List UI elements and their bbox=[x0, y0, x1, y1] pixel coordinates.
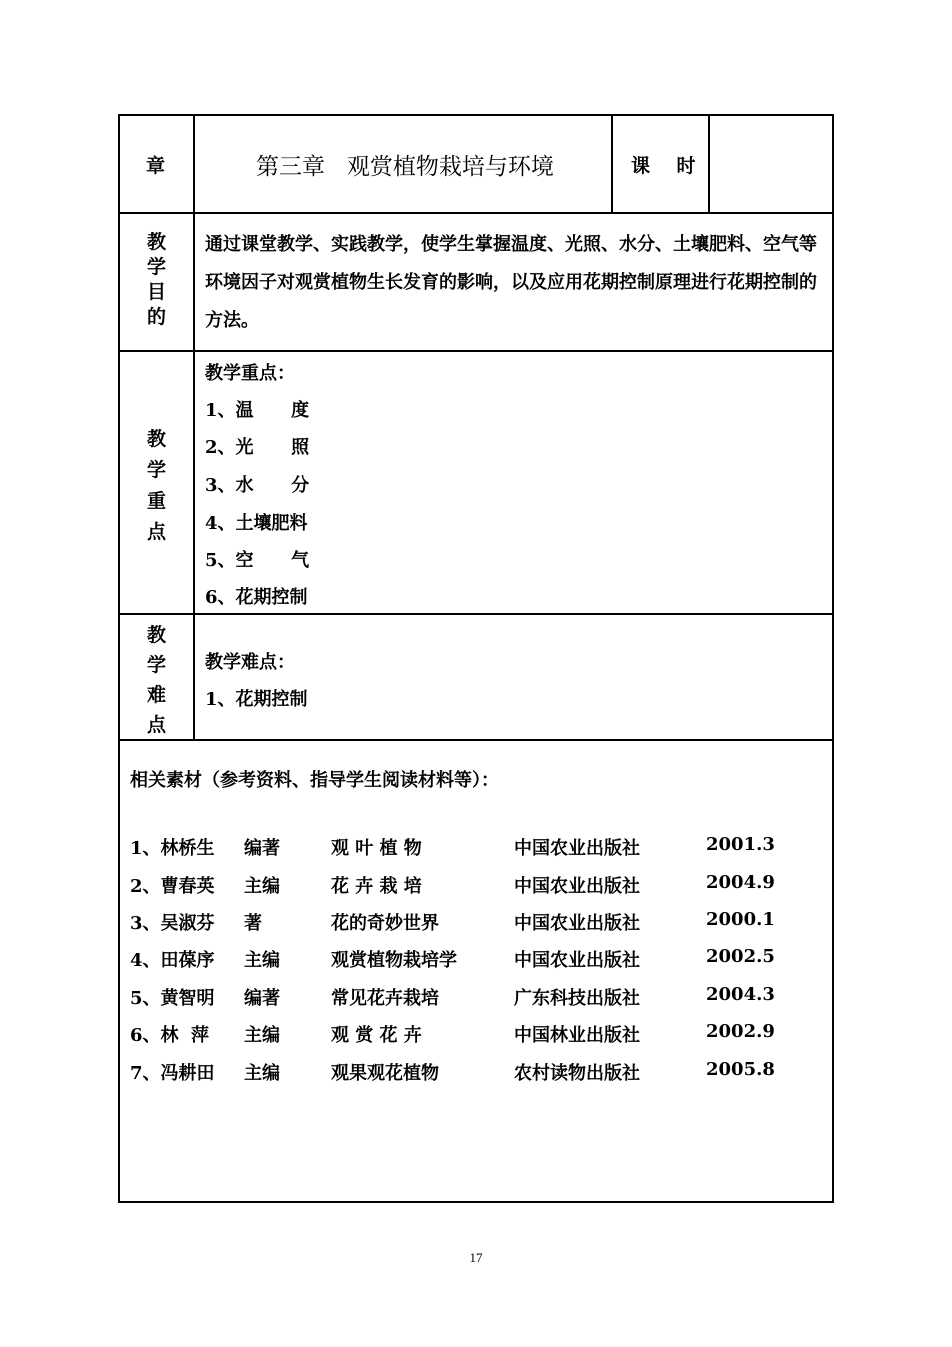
ref-publisher: 中国农业出版社 bbox=[514, 950, 640, 971]
ref-year: 2004.3 bbox=[706, 984, 775, 1005]
objective-label-char: 的 bbox=[146, 306, 166, 328]
ref-title: 花 卉 栽 培 bbox=[331, 876, 422, 897]
difficulties-label bbox=[120, 620, 193, 740]
ref-year: 2004.9 bbox=[706, 872, 775, 893]
difficulties-label-char: 教 bbox=[146, 624, 166, 646]
reference-row bbox=[130, 909, 830, 937]
key-point-item: 1、温 度 bbox=[205, 400, 310, 421]
ref-author: 1、林桥生 bbox=[130, 838, 215, 859]
ref-publisher: 中国农业出版社 bbox=[514, 913, 640, 934]
ref-year: 2002.5 bbox=[706, 946, 775, 967]
ref-title: 观果观花植物 bbox=[331, 1063, 439, 1084]
ref-title: 花的奇妙世界 bbox=[331, 913, 439, 934]
row-divider-header bbox=[118, 212, 834, 214]
key-points-heading: 教学重点： bbox=[205, 363, 295, 384]
objective-label-char: 学 bbox=[146, 256, 166, 278]
key-points-label-char: 重 bbox=[146, 490, 166, 512]
ref-publisher: 中国林业出版社 bbox=[514, 1025, 640, 1046]
objective-text: 通过课堂教学、实践教学，使学生掌握温度、光照、水分、土壤肥料、空气等环境因子对观赏植物生长发育的影响，以及应用花期控制原理进行花期控制的方法。 bbox=[205, 234, 817, 331]
ref-author: 7、冯耕田 bbox=[130, 1063, 215, 1084]
ref-year: 2000.1 bbox=[706, 909, 775, 930]
ref-title: 常见花卉栽培 bbox=[331, 988, 439, 1009]
ref-author: 3、吴淑芬 bbox=[130, 913, 215, 934]
key-points-label bbox=[120, 424, 193, 548]
difficulty-item: 1、花期控制 bbox=[205, 689, 308, 710]
ref-author: 2、曹春英 bbox=[130, 876, 215, 897]
ref-author: 5、黄智明 bbox=[130, 988, 215, 1009]
ref-publisher: 中国农业出版社 bbox=[514, 876, 640, 897]
difficulties-label-char: 学 bbox=[146, 654, 166, 676]
reference-row bbox=[130, 1021, 830, 1049]
difficulties-label-char: 点 bbox=[146, 714, 166, 736]
header-divider-title bbox=[611, 114, 613, 214]
key-points-label-char: 学 bbox=[146, 459, 166, 481]
key-point-item: 3、水 分 bbox=[205, 475, 310, 496]
reference-row bbox=[130, 946, 830, 974]
ref-role: 主编 bbox=[244, 1063, 280, 1084]
ref-title: 观赏植物栽培学 bbox=[331, 950, 457, 971]
reference-row bbox=[130, 872, 830, 900]
ref-role: 编著 bbox=[244, 838, 280, 859]
ref-publisher: 中国农业出版社 bbox=[514, 838, 640, 859]
row-divider-keypoints bbox=[118, 613, 834, 615]
objective-label-char: 目 bbox=[146, 281, 166, 303]
reference-row bbox=[130, 1059, 830, 1087]
chapter-label: 章 bbox=[146, 155, 166, 177]
objective-label bbox=[120, 230, 193, 330]
row-divider-objective bbox=[118, 350, 834, 352]
ref-title: 观 叶 植 物 bbox=[331, 838, 422, 859]
ref-role: 主编 bbox=[244, 876, 280, 897]
page-number: 17 bbox=[469, 1250, 483, 1265]
key-point-item: 2、光 照 bbox=[205, 437, 310, 458]
ref-publisher: 广东科技出版社 bbox=[514, 988, 640, 1009]
references-heading: 相关素材（参考资料、指导学生阅读材料等）： bbox=[130, 770, 499, 791]
difficulties-label-char: 难 bbox=[146, 684, 166, 706]
reference-row bbox=[130, 984, 830, 1012]
difficulties-heading: 教学难点： bbox=[205, 652, 295, 673]
label-column-divider bbox=[193, 114, 195, 741]
ref-author: 6、林 萍 bbox=[130, 1025, 210, 1046]
key-point-item: 5、空 气 bbox=[205, 550, 310, 571]
ref-author: 4、田葆序 bbox=[130, 950, 215, 971]
ref-year: 2005.8 bbox=[706, 1059, 775, 1080]
ref-role: 主编 bbox=[244, 950, 280, 971]
objective-label-char: 教 bbox=[146, 231, 166, 253]
ref-role: 编著 bbox=[244, 988, 280, 1009]
chapter-title: 第三章 观赏植物栽培与环境 bbox=[256, 154, 554, 180]
ref-role: 主编 bbox=[244, 1025, 280, 1046]
ref-role: 著 bbox=[244, 913, 262, 934]
row-divider-difficulties bbox=[118, 739, 834, 741]
ref-publisher: 农村读物出版社 bbox=[514, 1063, 640, 1084]
ref-title: 观 赏 花 卉 bbox=[331, 1025, 422, 1046]
key-points-label-char: 点 bbox=[146, 521, 166, 543]
key-points-label-char: 教 bbox=[146, 428, 166, 450]
ref-year: 2001.3 bbox=[706, 834, 775, 855]
key-point-item: 6、花期控制 bbox=[205, 587, 308, 608]
key-point-item: 4、土壤肥料 bbox=[205, 513, 308, 534]
reference-row bbox=[130, 834, 830, 862]
ref-year: 2002.9 bbox=[706, 1021, 775, 1042]
header-divider-hours bbox=[708, 114, 710, 214]
hours-label: 课 时 bbox=[631, 155, 696, 177]
